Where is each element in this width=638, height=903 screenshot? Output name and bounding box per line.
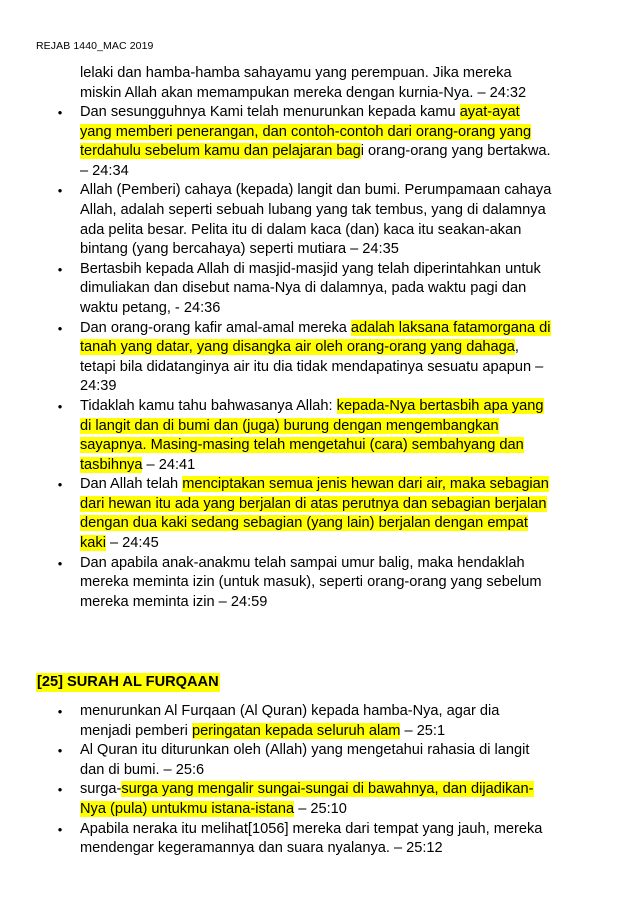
bullet-icon: • (57, 477, 63, 493)
highlighted-text: kaki (80, 535, 106, 552)
text-line (80, 514, 610, 534)
text-segment: dimuliakan dan disebut nama-Nya di dalamnya, pada waktu pagi dan (80, 280, 527, 297)
text-line (80, 162, 610, 182)
text-segment: Apabila neraka itu melihat[1056] mereka dari tempat yang jauh, mereka (80, 820, 543, 837)
text-segment: waktu petang, - 24:36 (80, 299, 221, 316)
text-segment: – 25:1 (400, 722, 446, 739)
text-segment: Allah (Pemberi) cahaya (kepada) langit dan bumi. Perumpamaan cahaya (80, 182, 552, 199)
list-item (57, 820, 610, 859)
text-line (80, 495, 610, 515)
text-line (80, 377, 610, 397)
text-segment: – 24:34 (80, 162, 129, 179)
text-segment: tetapi bila didatanginya air itu dia tidak mendapatinya sesuatu apapun – (80, 358, 544, 375)
bullet-icon: • (57, 821, 63, 837)
highlighted-text: terdahulu sebelum kamu dan pelajaran bag (80, 143, 361, 160)
page-header: REJAB 1440_MAC 2019 (36, 40, 154, 52)
text-line: miskin Allah akan memampukan mereka dengan kurnia-Nya. – 24:32 (80, 84, 527, 101)
highlighted-text: di langit dan di bumi dan (juga) burung dengan mengembangkan (80, 417, 499, 434)
continuation-paragraph (80, 64, 610, 103)
text-line (80, 279, 610, 299)
highlighted-text: tasbihnya (80, 456, 143, 473)
highlighted-text: ayat-ayat (459, 104, 520, 120)
text-line (80, 554, 610, 574)
text-line (80, 358, 610, 378)
text-line (80, 417, 610, 437)
text-line (80, 221, 610, 241)
text-line (80, 573, 610, 593)
text-line (80, 702, 610, 722)
list-item (57, 260, 610, 319)
text-line (80, 534, 610, 554)
bullet-icon: • (57, 320, 63, 336)
text-line (80, 240, 610, 260)
text-segment: Dan orang-orang kafir amal-amal mereka (80, 319, 351, 336)
text-line (80, 780, 610, 800)
section-heading: [25] SURAH AL FURQAAN (37, 674, 219, 690)
list-item (57, 554, 610, 613)
text-line (80, 181, 610, 201)
text-line (80, 260, 610, 280)
text-segment: Allah, adalah seperti sebuah lubang yang tak tembus, yang di dalamnya (80, 201, 546, 218)
highlighted-text: Nya (pula) untukmu istana-istana (80, 800, 295, 817)
bullet-icon: • (57, 183, 63, 199)
highlighted-text: dengan dua kaki sedang sebagian (yang lain) berjalan dengan empat (80, 515, 528, 532)
list-item (57, 397, 610, 475)
highlighted-text: adalah laksana fatamorgana di (350, 319, 551, 336)
text-segment: Al Quran itu diturunkan oleh (Allah) yang mengetahui rahasia di langit (80, 742, 530, 759)
text-line (80, 475, 610, 495)
surah-24-verse-list (57, 103, 610, 612)
list-item (57, 741, 610, 780)
list-item (57, 475, 610, 553)
list-item (57, 780, 610, 819)
bullet-icon: • (57, 105, 63, 120)
text-line (80, 839, 610, 859)
text-segment: – 25:10 (294, 800, 347, 817)
bullet-icon: • (57, 555, 63, 571)
text-segment: Dan sesungguhnya Kami telah menurunkan kepada kamu (80, 104, 460, 120)
text-line (80, 593, 610, 613)
highlighted-text: yang memberi penerangan, dan contoh-contoh dari orang-orang yang (80, 123, 532, 140)
text-line (80, 201, 610, 221)
list-item (57, 103, 610, 181)
text-segment: ada pelita besar. Pelita itu di dalam kaca (dan) kaca itu seakan-akan (80, 221, 522, 238)
text-line (80, 456, 610, 476)
text-segment: Bertasbih kepada Allah di masjid-masjid yang telah diperintahkan untuk (80, 260, 541, 277)
text-segment: dan di bumi. – 25:6 (80, 761, 205, 778)
highlighted-text: sayapnya. Masing-masing telah mengetahui (cara) sembahyang dan (80, 437, 524, 454)
text-segment: – 24:45 (105, 535, 159, 552)
text-line (80, 820, 610, 840)
surah-25-verse-list (57, 702, 610, 859)
list-item (57, 181, 610, 259)
text-segment: surga- (80, 781, 122, 798)
text-segment: i orang-orang yang bertakwa. (360, 143, 551, 160)
highlighted-text: surga yang mengalir sungai-sungai di bawahnya, dan dijadikan- (121, 781, 534, 798)
highlighted-text: tanah yang datar, yang disangka air oleh orang-orang yang dahaga (80, 339, 515, 356)
text-segment: menjadi pemberi (80, 722, 192, 739)
highlighted-text: peringatan kepada seluruh alam (191, 722, 401, 739)
text-line (80, 761, 610, 781)
text-segment: Dan apabila anak-anakmu telah sampai umur balig, maka hendaklah (80, 554, 525, 571)
text-line (80, 299, 610, 319)
text-line (80, 338, 610, 358)
text-segment: mendengar kegeramannya dan suara nyalanya. – 25:12 (80, 840, 443, 857)
text-segment: menurunkan Al Furqaan (Al Quran) kepada hamba-Nya, agar dia (80, 703, 500, 719)
text-segment: – 24:41 (142, 456, 196, 473)
text-line (80, 722, 610, 742)
bullet-icon: • (57, 743, 63, 759)
text-segment: 24:39 (80, 378, 117, 395)
bullet-icon: • (57, 704, 63, 719)
text-segment: , (514, 339, 519, 356)
list-item (57, 319, 610, 397)
text-segment: Tidaklah kamu tahu bahwasanya Allah: (80, 397, 337, 414)
bullet-icon: • (57, 261, 63, 277)
text-line (80, 142, 610, 162)
text-segment: Dan Allah telah (80, 476, 183, 493)
text-segment: bintang (yang bercahaya) seperti mutiara – 24:35 (80, 241, 399, 258)
highlighted-text: menciptakan semua jenis hewan dari air, maka sebagian (182, 476, 549, 493)
text-segment: mereka meminta izin (untuk masuk), seperti orang-orang yang sebelum (80, 574, 542, 591)
text-line (80, 436, 610, 456)
text-line (80, 397, 610, 417)
text-line (80, 800, 610, 820)
text-line (80, 741, 610, 761)
bullet-icon: • (57, 782, 63, 798)
text-line (80, 103, 610, 123)
bullet-icon: • (57, 398, 63, 414)
highlighted-text: dari hewan itu ada yang berjalan di atas perutnya dan sebagian berjalan (80, 495, 547, 512)
text-line (80, 123, 610, 143)
text-line (80, 319, 610, 339)
highlighted-text: kepada-Nya bertasbih apa yang (336, 397, 544, 414)
text-line: lelaki dan hamba-hamba sahayamu yang perempuan. Jika mereka (80, 65, 512, 81)
list-item (57, 702, 610, 741)
text-segment: mereka meminta izin – 24:59 (80, 593, 268, 610)
